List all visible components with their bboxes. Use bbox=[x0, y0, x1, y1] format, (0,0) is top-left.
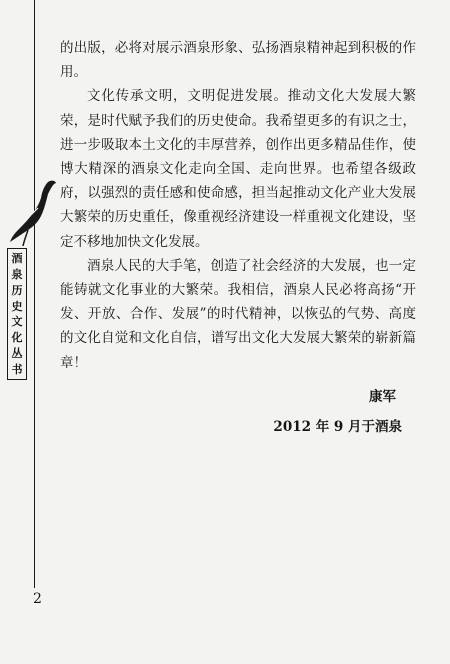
series-char: 历 bbox=[11, 283, 23, 297]
series-char: 书 bbox=[11, 362, 23, 376]
signature-block bbox=[273, 382, 402, 442]
margin-rule bbox=[34, 0, 35, 588]
page-number: 2 bbox=[33, 591, 42, 607]
series-char: 文 bbox=[11, 315, 23, 329]
paragraph: 文化传承文明，文明促进发展。推动文化大发展大繁荣，是时代赋予我们的历史使命。我希望更多的有识之士，进一步吸取本土文化的丰厚营养，创作出更多精品佳作，使博大精深的酒泉文化走向全国、走向世界。也希望各级政府，以强烈的责任感和使命感，担当起推动文化产业大发展大繁荣的历史重任，像重视经济建设一样重视文化建设，坚定不移地加快文化发展。 bbox=[60, 88, 416, 250]
bird-emblem-icon bbox=[8, 178, 58, 248]
author-name: 康军 bbox=[369, 389, 396, 405]
series-char: 史 bbox=[11, 299, 23, 313]
body-text bbox=[60, 36, 416, 375]
series-char: 化 bbox=[11, 331, 23, 345]
series-char: 酒 bbox=[11, 252, 23, 266]
series-char: 泉 bbox=[11, 268, 23, 282]
series-char: 丛 bbox=[11, 346, 23, 360]
series-title-box bbox=[7, 248, 27, 380]
paragraph-continuation: 的出版，必将对展示酒泉形象、弘扬酒泉精神起到积极的作用。 bbox=[60, 40, 416, 81]
date-place: 2012 年 9 月于酒泉 bbox=[273, 419, 402, 435]
paragraph: 酒泉人民的大手笔，创造了社会经济的大发展，也一定能铸就文化事业的大繁荣。我相信，酒泉人民必将高扬“开发、开放、合作、发展”的时代精神，以恢弘的气势、高度的文化自觉和文化自信，谱写出文化大发展大繁荣的崭新篇章！ bbox=[60, 257, 416, 371]
